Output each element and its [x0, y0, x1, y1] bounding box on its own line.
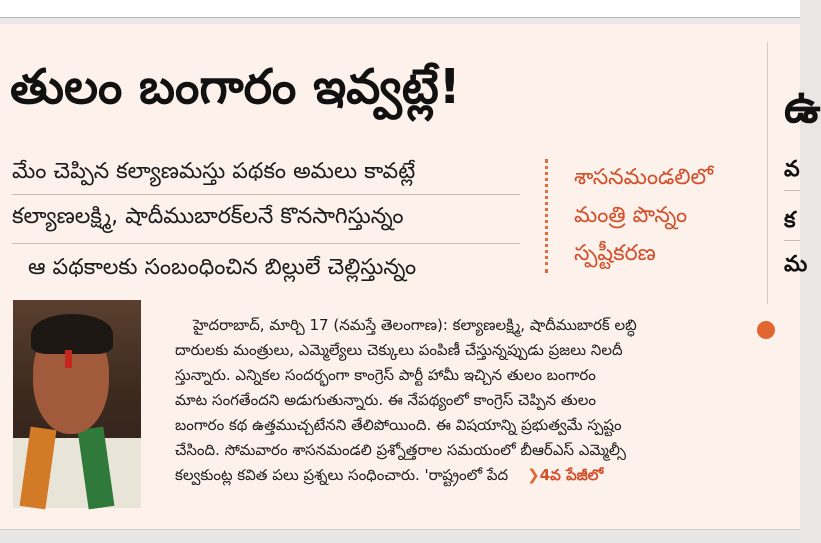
body-line: స్తున్నారు. ఎన్నికల సందర్భంగా కాంగ్రెస్ పార్టీ హామీ ఇచ్చిన తులం బంగారం	[175, 366, 596, 384]
article-body	[175, 313, 735, 488]
headline: తులం బంగారం ఇవ్వట్లే!	[10, 59, 461, 115]
chevron-right-icon: ❯	[527, 466, 540, 484]
bullet-dot-icon	[757, 321, 775, 339]
adjacent-deck-rule	[784, 190, 800, 191]
adjacent-article-headline-fragment: ఉ	[784, 79, 821, 133]
top-band	[0, 0, 800, 18]
adjacent-article-deck-fragment: మ	[784, 252, 808, 277]
deck-rule	[12, 243, 520, 244]
body-line: మాట సంగతేందని అడుగుతున్నారు. ఈ నేపథ్యంలో కాంగ్రెస్ చెప్పిన తులం	[175, 391, 596, 409]
body-line: చేసింది. సోమవారం శాసనమండలి ప్రశ్నోత్తరాల సమయంలో బీఆర్‌ఎస్ ఎమ్మెల్సీ	[175, 441, 626, 459]
body-line: కల్వకుంట్ల కవిత పలు ప్రశ్నలు సంధించారు. 'రాష్ట్రంలో పేద ❯4వ పేజీలో	[175, 466, 604, 484]
deck-line: కల్యాణలక్ష్మి, షాదీముబారక్‌లనే కొనసాగిస్తున్నం	[12, 204, 404, 229]
minister-photo	[13, 300, 141, 505]
sidebar-callout	[545, 159, 779, 273]
photo-tilak	[65, 350, 72, 368]
bottom-band	[0, 529, 800, 543]
adjacent-article-deck-fragment: వ	[784, 157, 800, 182]
adjacent-article-deck-fragment: క	[784, 208, 796, 233]
body-line: దారులకు మంత్రులు, ఎమ్మెల్యేలు చెక్కులు పంపిణీ చేస్తున్నప్పుడు ప్రజలు నిలదీ	[175, 341, 623, 359]
adjacent-deck-rule	[784, 240, 800, 241]
deck-line: ఆ పథకాలకు సంబంధించిన బిల్లులే చెల్లిస్తున్నం	[28, 255, 417, 280]
continued-on-page-link[interactable]: ❯4వ పేజీలో	[527, 466, 604, 484]
photo-hair	[31, 314, 113, 354]
body-line: బంగారం కథ ఉత్తముచ్చటేనని తేలిపోయింది. ఈ విషయాన్ని ప్రభుత్వమే స్పష్టం	[175, 416, 622, 434]
sidebar-line: మంత్రి పొన్నం	[574, 203, 688, 228]
sidebar-line: స్పష్టీకరణ	[574, 241, 656, 266]
top-rule	[0, 17, 800, 18]
deck-rule	[12, 194, 520, 195]
sidebar-line: శాసనమండలిలో	[574, 165, 714, 190]
deck-line: మేం చెప్పిన కల్యాణమస్తు పథకం అమలు కావట్లే	[12, 159, 416, 184]
body-line: హైదరాబాద్, మార్చి 17 (నమస్తే తెలంగాణ): కల్యాణలక్ష్మి, షాదీముబారక్ లబ్ధి	[193, 316, 637, 334]
